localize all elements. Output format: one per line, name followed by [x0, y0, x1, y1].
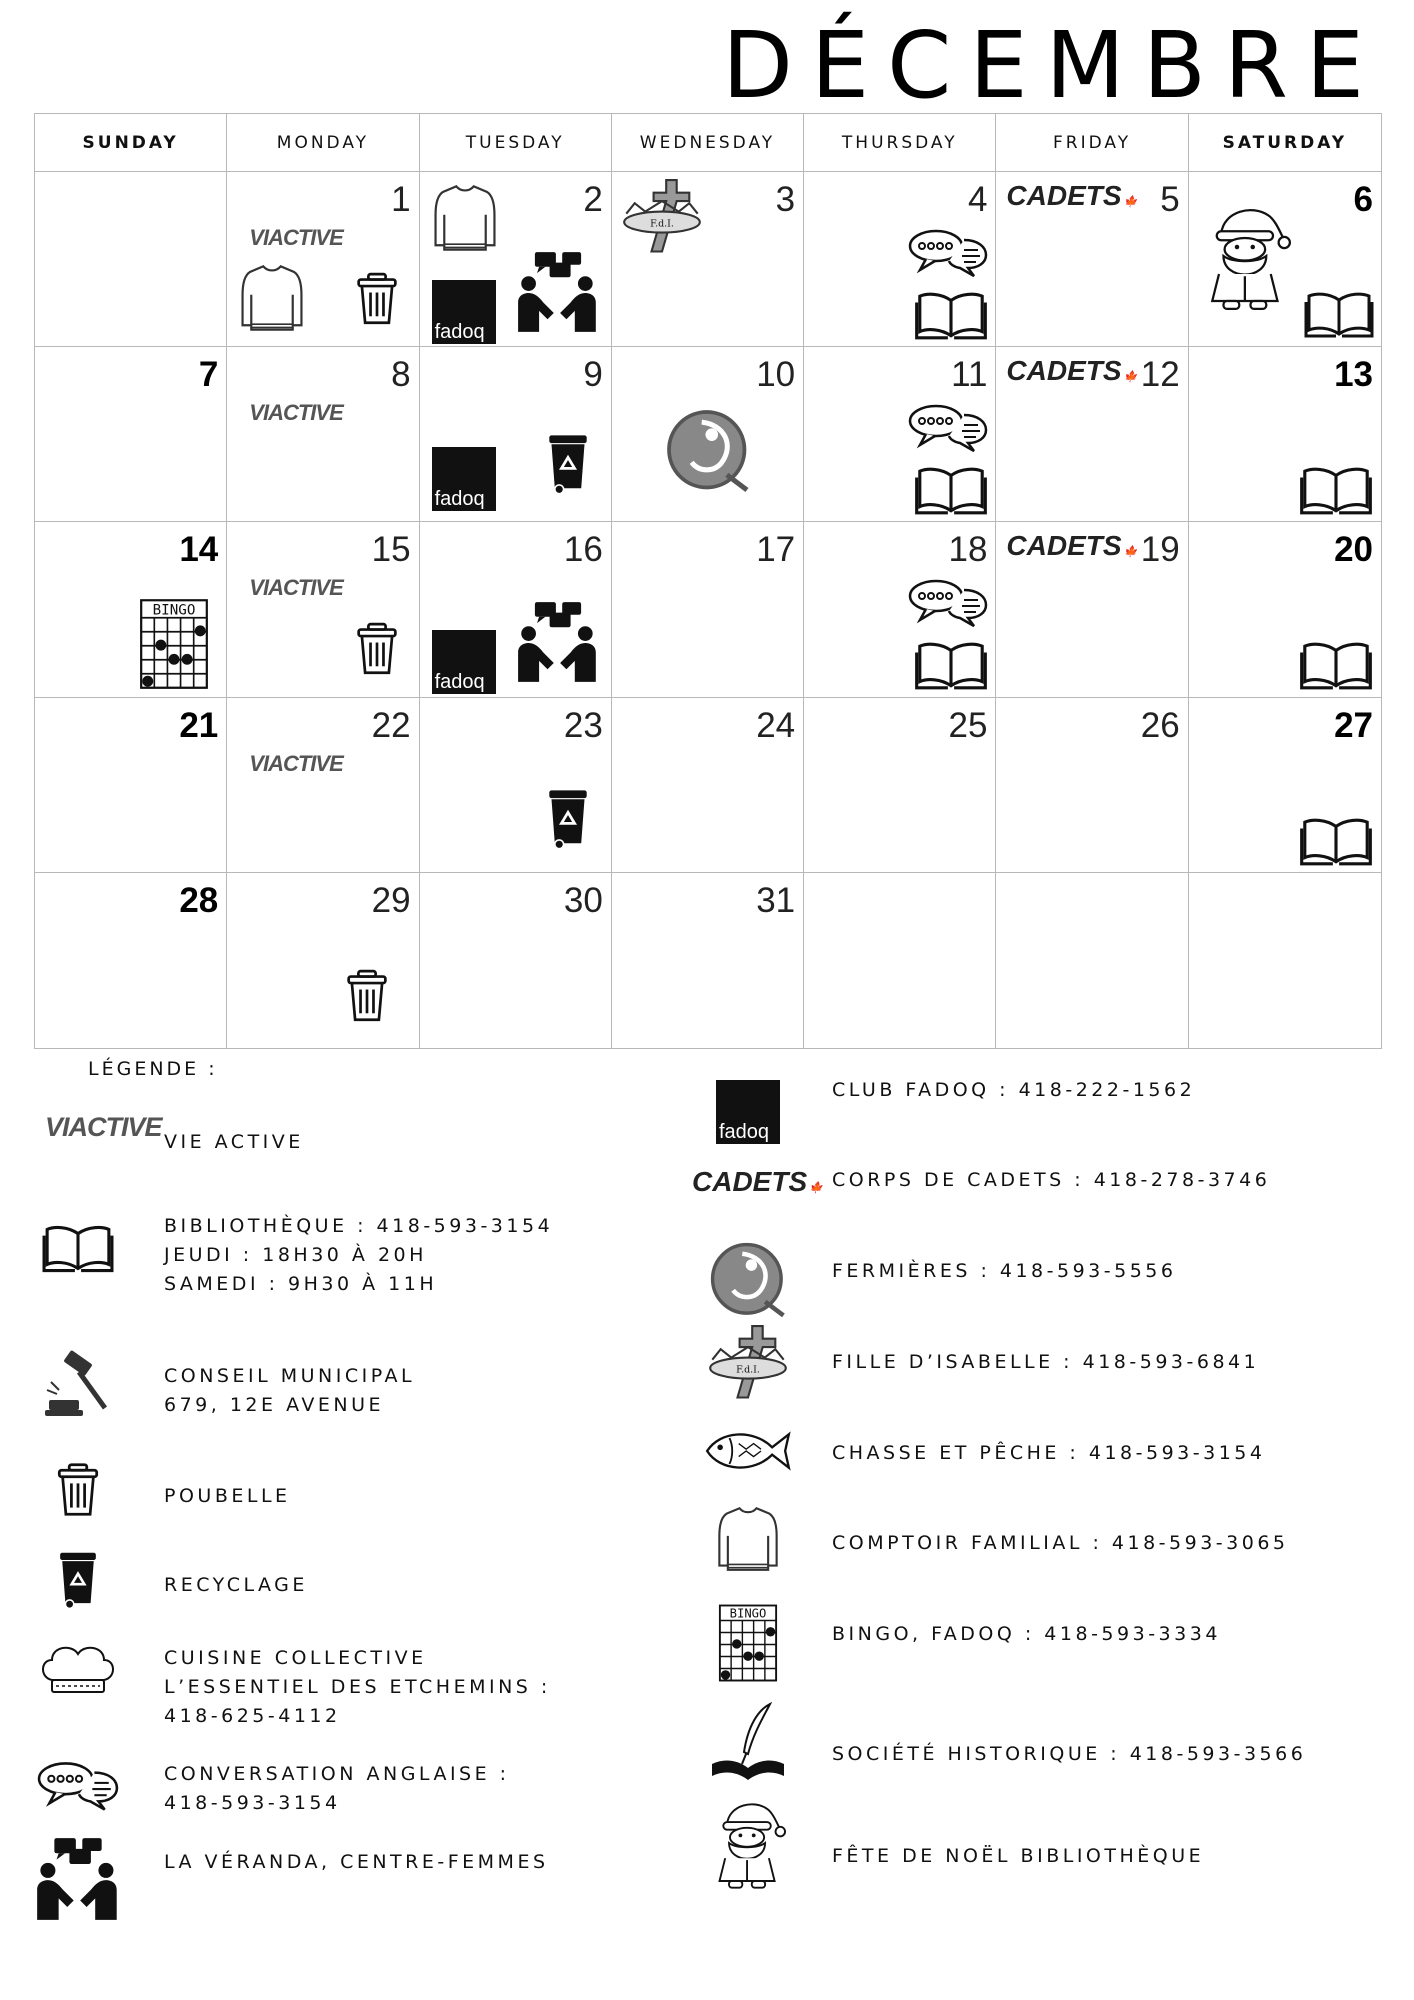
legend-line: 418-593-3154 — [164, 1792, 341, 1814]
day-cell — [227, 172, 419, 347]
legend-line: CORPS DE CADETS : 418-278-3746 — [832, 1169, 1271, 1191]
legend-item-text — [164, 1848, 549, 1877]
day-cell — [420, 873, 612, 1048]
day-number: 18 — [948, 530, 988, 570]
day-number: 13 — [1334, 355, 1373, 395]
recycle-bin-icon — [57, 1550, 99, 1610]
book-icon — [1299, 816, 1373, 868]
day-number: 28 — [179, 880, 219, 920]
day-number: 15 — [371, 530, 411, 570]
empty-day-cell — [1189, 873, 1381, 1048]
day-number: 24 — [756, 705, 796, 745]
day-cell — [35, 522, 227, 697]
book-icon — [914, 290, 988, 342]
weekday-header: WEDNESDAY — [612, 114, 804, 172]
crown-cross-icon — [620, 178, 704, 262]
legend-line: VIE ACTIVE — [164, 1131, 304, 1153]
cadets-logo: CADETS 🍁 — [1006, 355, 1138, 387]
people-chat-icon — [516, 600, 600, 684]
weekday-header: TUESDAY — [420, 114, 612, 172]
legend-line: 679, 12E AVENUE — [164, 1394, 384, 1416]
book-icon — [1303, 290, 1375, 340]
quill-book-icon — [708, 1702, 788, 1782]
legend-line: CONSEIL MUNICIPAL — [164, 1365, 416, 1387]
day-number: 22 — [371, 705, 411, 745]
day-number: 30 — [563, 880, 603, 920]
legend-line: FÊTE DE NOËL BIBLIOTHÈQUE — [832, 1845, 1205, 1867]
month-title: DÉCEMBRE — [722, 12, 1382, 119]
legend-line: SOCIÉTÉ HISTORIQUE : 418-593-3566 — [832, 1743, 1307, 1765]
day-cell — [35, 347, 227, 522]
day-cell — [612, 698, 804, 873]
day-cell — [420, 347, 612, 522]
day-cell — [420, 172, 612, 347]
recycle-bin-icon — [546, 433, 590, 495]
day-cell — [420, 698, 612, 873]
day-number: 29 — [371, 880, 411, 920]
speech-bubbles-icon — [908, 403, 988, 455]
viactive-logo: VIACTIVE — [249, 225, 343, 250]
fadoq-logo: fadoq — [716, 1080, 780, 1144]
viactive-logo: VIACTIVE — [249, 575, 343, 601]
day-number: 25 — [948, 705, 988, 745]
legend-item-text — [832, 1439, 1265, 1468]
book-icon — [1299, 640, 1373, 692]
day-cell — [996, 522, 1188, 697]
weekday-header: SATURDAY — [1189, 114, 1381, 172]
bingo-card-icon — [718, 1602, 778, 1684]
book-icon — [914, 640, 988, 692]
speech-bubbles-icon — [908, 578, 988, 630]
day-cell — [1189, 522, 1381, 697]
legend-item-text — [832, 1076, 1195, 1105]
day-cell — [227, 347, 419, 522]
day-cell — [1189, 172, 1381, 347]
legend-line: L’ESSENTIEL DES ETCHEMINS : — [164, 1676, 551, 1698]
fadoq-logo: fadoq — [432, 447, 496, 511]
trash-icon — [56, 1462, 100, 1518]
legend-line: 418-625-4112 — [164, 1705, 341, 1727]
legend-item-text — [832, 1740, 1306, 1769]
legend-line: BINGO, FADOQ : 418-593-3334 — [832, 1623, 1221, 1645]
viactive-logo: VIACTIVE — [249, 400, 343, 426]
fish-icon — [701, 1425, 795, 1477]
fadoq-logo: fadoq — [432, 630, 496, 694]
legend-item-text — [164, 1362, 415, 1420]
bingo-card-icon — [139, 596, 209, 692]
santa-icon — [710, 1792, 786, 1894]
santa-icon — [1201, 198, 1291, 314]
weekday-header: THURSDAY — [804, 114, 996, 172]
legend-item-text — [164, 1482, 291, 1511]
legend-line: POUBELLE — [164, 1485, 291, 1507]
weekday-header: SUNDAY — [35, 114, 227, 172]
day-number: 19 — [1140, 530, 1180, 570]
day-cell — [612, 522, 804, 697]
legend-line: JEUDI : 18H30 À 20H — [164, 1244, 427, 1266]
trash-icon — [355, 272, 399, 326]
day-number: 6 — [1353, 180, 1373, 219]
svg-text:BINGO: BINGO — [729, 1606, 767, 1621]
book-icon — [42, 1222, 114, 1276]
day-number: 31 — [756, 880, 796, 920]
legend-line: SAMEDI : 9H30 À 11H — [164, 1273, 438, 1295]
legend-line: CONVERSATION ANGLAISE : — [164, 1763, 510, 1785]
svg-text:F.d.I.: F.d.I. — [649, 218, 674, 230]
day-number: 1 — [391, 180, 411, 219]
day-cell — [420, 522, 612, 697]
day-cell — [612, 873, 804, 1048]
people-chat-icon — [35, 1836, 121, 1922]
legend-item-text — [832, 1620, 1221, 1649]
day-cell — [612, 172, 804, 347]
legend-item-text — [164, 1644, 551, 1731]
weekday-header: FRIDAY — [996, 114, 1188, 172]
speech-bubbles-icon — [37, 1760, 119, 1814]
legend-item-text — [164, 1760, 510, 1818]
legend-line: CUISINE COLLECTIVE — [164, 1647, 427, 1669]
speech-bubbles-icon — [908, 228, 988, 280]
empty-day-cell — [996, 873, 1188, 1048]
fermieres-logo — [708, 1240, 788, 1320]
day-number: 21 — [179, 705, 219, 745]
day-number: 16 — [563, 530, 603, 570]
empty-day-cell — [804, 873, 996, 1048]
day-number: 9 — [583, 355, 603, 395]
day-number: 11 — [951, 355, 988, 395]
legend-item-text — [164, 1571, 308, 1600]
day-number: 10 — [756, 355, 796, 395]
sweater-icon — [239, 262, 305, 334]
sweater-icon — [432, 182, 498, 254]
legend-line: RECYCLAGE — [164, 1574, 308, 1596]
book-icon — [1299, 465, 1373, 517]
legend-item-text — [832, 1842, 1204, 1871]
book-icon — [914, 465, 988, 517]
day-cell — [804, 172, 996, 347]
legend-item-text — [832, 1166, 1270, 1195]
calendar-grid — [34, 113, 1382, 1049]
legend-line: FERMIÈRES : 418-593-5556 — [832, 1260, 1177, 1282]
day-cell — [804, 698, 996, 873]
day-cell — [1189, 698, 1381, 873]
legend-item-text — [832, 1529, 1289, 1558]
chef-hat-icon — [38, 1640, 118, 1696]
day-cell — [227, 522, 419, 697]
crown-cross-icon — [706, 1324, 790, 1408]
day-number: 27 — [1334, 705, 1373, 745]
legend-item-text — [832, 1348, 1259, 1377]
legend-line: LA VÉRANDA, CENTRE-FEMMES — [164, 1851, 549, 1873]
trash-icon — [345, 969, 389, 1023]
day-number: 5 — [1160, 180, 1180, 219]
day-cell — [996, 172, 1188, 347]
weekday-header: MONDAY — [227, 114, 419, 172]
day-cell — [996, 347, 1188, 522]
day-cell — [35, 698, 227, 873]
day-number: 14 — [179, 530, 219, 570]
viactive-logo: VIACTIVE — [249, 750, 343, 776]
day-cell — [804, 347, 996, 522]
legend-item-text — [164, 1128, 304, 1157]
day-cell — [996, 698, 1188, 873]
legend-title: LÉGENDE : — [88, 1058, 218, 1080]
cadets-logo: CADETS 🍁 — [692, 1166, 823, 1197]
viactive-logo: VIACTIVE — [45, 1112, 162, 1142]
legend-line: FILLE D’ISABELLE : 418-593-6841 — [832, 1351, 1260, 1373]
day-number: 17 — [756, 530, 796, 570]
svg-text:F.d.I.: F.d.I. — [736, 1364, 760, 1376]
day-number: 4 — [967, 180, 988, 219]
cadets-logo: CADETS 🍁 — [1006, 530, 1138, 562]
day-cell — [804, 522, 996, 697]
legend-line: CHASSE ET PÊCHE : 418-593-3154 — [832, 1442, 1266, 1464]
cadets-logo: CADETS 🍁 — [1006, 180, 1138, 211]
day-cell — [1189, 347, 1381, 522]
fermieres-logo — [664, 407, 752, 495]
day-cell — [612, 347, 804, 522]
legend-line: COMPTOIR FAMILIAL : 418-593-3065 — [832, 1532, 1289, 1554]
day-number: 26 — [1140, 705, 1180, 745]
legend-item-text — [164, 1212, 553, 1299]
gavel-icon — [43, 1350, 113, 1420]
sweater-icon — [716, 1504, 780, 1574]
day-number: 7 — [198, 355, 219, 395]
legend-item-text — [832, 1257, 1176, 1286]
fadoq-logo: fadoq — [432, 280, 496, 344]
day-cell — [35, 873, 227, 1048]
day-number: 2 — [583, 180, 603, 219]
day-number: 20 — [1334, 530, 1373, 570]
day-cell — [227, 698, 419, 873]
legend-line: BIBLIOTHÈQUE : 418-593-3154 — [164, 1215, 554, 1237]
day-number: 23 — [563, 705, 603, 745]
empty-day-cell — [35, 172, 227, 347]
day-cell — [227, 873, 419, 1048]
day-number: 3 — [775, 180, 796, 219]
people-chat-icon — [516, 250, 600, 334]
svg-text:BINGO: BINGO — [152, 602, 196, 619]
day-number: 8 — [391, 355, 411, 395]
legend-line: CLUB FADOQ : 418-222-1562 — [832, 1079, 1196, 1101]
recycle-bin-icon — [546, 788, 590, 850]
day-number: 12 — [1140, 355, 1180, 395]
trash-icon — [355, 622, 399, 676]
